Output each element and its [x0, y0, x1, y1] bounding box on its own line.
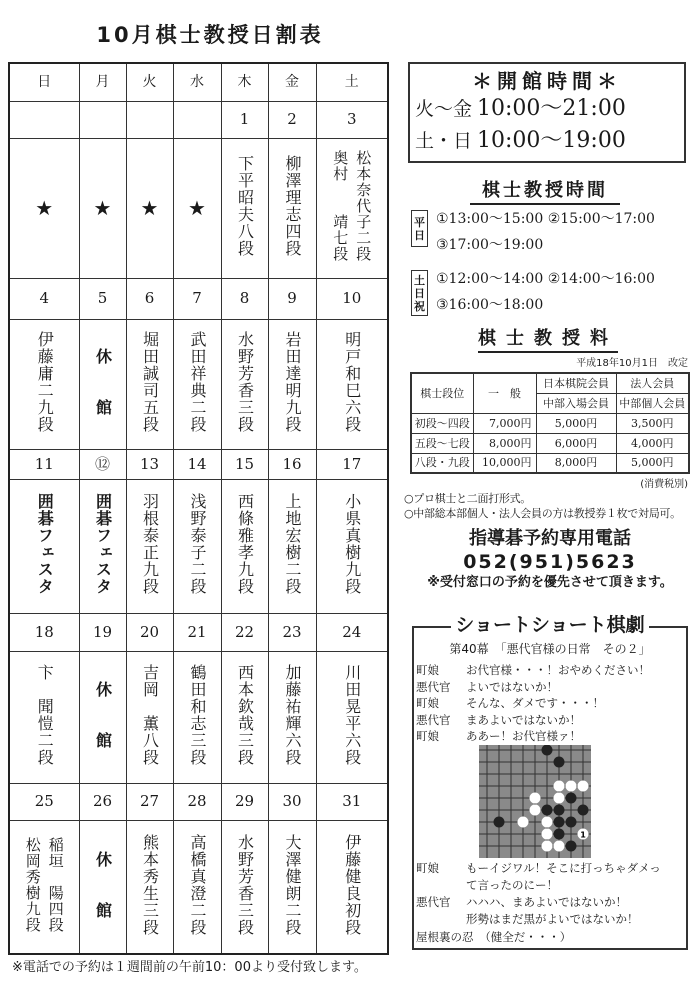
- instructor-cell: [173, 138, 221, 278]
- instructor-row: [9, 319, 388, 449]
- instructor-row: [9, 651, 388, 783]
- instructor-cell: [316, 319, 388, 449]
- instructor-names: [235, 493, 255, 595]
- date-cell: 4: [9, 278, 79, 319]
- holiday-tag: 土日祝: [411, 270, 428, 316]
- closed-or-event-label: 囲碁フェスタ: [93, 493, 113, 595]
- black-stone: [554, 805, 565, 816]
- instructor-cell: [268, 651, 316, 783]
- header-chubu-entry: 中部入場会員: [536, 393, 616, 413]
- hours-row-weekend: [410, 125, 684, 157]
- instructor-names: [140, 834, 160, 936]
- instructor-names: [330, 150, 373, 262]
- date-cell: 26: [79, 783, 126, 820]
- date-cell: 19: [79, 613, 126, 651]
- fee-rank: 八段・九段: [411, 453, 473, 473]
- fee-row: [411, 453, 689, 473]
- fee-value: 7,000円: [473, 413, 536, 433]
- instructor-cell: [79, 138, 126, 278]
- instructor-names: [187, 331, 207, 433]
- instructor-names: [235, 155, 255, 257]
- instructor-cell: [9, 319, 79, 449]
- instructor-names: [140, 493, 160, 595]
- instructor-name: 水野芳香三段: [235, 331, 255, 433]
- date-cell: 28: [173, 783, 221, 820]
- instructor-name: 伊藤庸二九段: [35, 331, 55, 433]
- date-cell: 18: [9, 613, 79, 651]
- date-cell: 10: [316, 278, 388, 319]
- instructor-names: [34, 664, 54, 766]
- header-nihon-kiin: 日本棋院会員: [536, 373, 616, 393]
- black-stone: [566, 817, 577, 828]
- instructor-name: 浅野泰子二段: [188, 493, 207, 595]
- white-stone: [542, 841, 553, 852]
- date-cell: 30: [268, 783, 316, 820]
- instructor-cell: [9, 138, 79, 278]
- fee-note: ○プロ棋士と二面打形式。: [404, 492, 531, 505]
- date-cell: 22: [221, 613, 268, 651]
- fee-value: 8,000円: [536, 453, 616, 473]
- white-stone: [530, 805, 541, 816]
- instructor-names: [187, 664, 207, 766]
- instructor-cell: [126, 479, 173, 613]
- instructor-name: 羽根泰正九段: [140, 493, 160, 595]
- instructor-name: 岩田達明九段: [283, 331, 302, 433]
- date-cell: [173, 101, 221, 138]
- black-stone: [554, 757, 565, 768]
- date-cell: 9: [268, 278, 316, 319]
- dialogue-line: [416, 680, 558, 695]
- date-cell: 25: [9, 783, 79, 820]
- instructor-row: [9, 479, 388, 613]
- story-signature: 屋根裏の忍 （健全だ・・・）: [416, 930, 572, 944]
- phone-note: ※受付窓口の予約を優先させて頂きます。: [427, 575, 673, 590]
- dialogue-text: ああー！お代官様ァ！: [466, 729, 581, 743]
- instructor-cell: [221, 479, 268, 613]
- slot: ②14:00～16:00: [547, 271, 655, 287]
- header-chubu-individual: 中部個人会員: [616, 393, 689, 413]
- instructor-cell: [221, 820, 268, 954]
- instructor-names: [282, 331, 302, 433]
- instructor-names: [187, 493, 207, 595]
- instructor-names: [93, 681, 113, 749]
- instructor-cell: [9, 651, 79, 783]
- fees-revised-date: 平成18年10月1日 改定: [576, 358, 688, 369]
- black-stone: [566, 793, 577, 804]
- white-stone: [578, 781, 589, 792]
- weekday-slots: [436, 206, 655, 258]
- instructor-names: [93, 493, 113, 595]
- instructor-cell: [79, 479, 126, 613]
- instructor-cell: [316, 820, 388, 954]
- instructor-names: [140, 331, 160, 433]
- dialogue-text: て言ったのにー！: [466, 878, 558, 892]
- go-board-diagram: [479, 745, 591, 858]
- instructor-cell: [221, 651, 268, 783]
- date-cell: 29: [221, 783, 268, 820]
- page-title: 10月棋士教授日割表: [96, 23, 324, 47]
- dialogue-line: [416, 713, 581, 728]
- instructor-names: [34, 331, 54, 433]
- dialogue-line: [416, 912, 639, 927]
- fee-note: ○中部総本部個人・法人会員の方は教授券１枚で対局可。: [404, 507, 681, 520]
- date-cell: 14: [173, 449, 221, 479]
- schedule-table: [8, 62, 389, 955]
- white-stone: [554, 841, 565, 852]
- instructor-cell: [79, 651, 126, 783]
- date-cell: 5: [79, 278, 126, 319]
- instructor-row: [9, 820, 388, 954]
- instructor-cell: [173, 651, 221, 783]
- slot: ③17:00～19:00: [436, 237, 544, 253]
- dialogue-line: [416, 895, 627, 910]
- hours-time: 10:00～21:00: [477, 96, 626, 121]
- black-stone: [554, 817, 565, 828]
- dialogue-text: よいではないか！: [466, 679, 558, 694]
- dialogue-text: ハハハ、まあよいではないか！: [466, 895, 627, 909]
- white-stone: [518, 817, 529, 828]
- black-stone: [542, 745, 553, 756]
- white-stone: [554, 781, 565, 792]
- instructor-name: 堀田誠司五段: [140, 331, 160, 433]
- instructor-cell: [268, 138, 316, 278]
- date-row: [9, 278, 388, 319]
- phone-number: 052(951)5623: [463, 551, 637, 573]
- instructor-name: 明戸和巳六段: [342, 331, 362, 433]
- instructor-names: [342, 664, 362, 766]
- story-title: [412, 614, 688, 637]
- instructor-name: 上地宏樹二段: [283, 493, 302, 595]
- opening-hours-heading: ＊開館時間＊: [472, 69, 622, 93]
- instructor-cell: [173, 479, 221, 613]
- dialogue-text: そんな、ダメです・・・！: [466, 696, 604, 710]
- date-cell: 13: [126, 449, 173, 479]
- slot: ②15:00～17:00: [547, 211, 655, 227]
- fee-value: 3,500円: [616, 413, 689, 433]
- white-stone: [554, 793, 565, 804]
- story-episode: 第40幕 「悪代官様の日常 その２」: [449, 642, 651, 656]
- instructor-cell: [173, 820, 221, 954]
- instructor-cell: [268, 820, 316, 954]
- instructor-name: 卞 聞愷二段: [35, 664, 55, 766]
- date-row: [9, 613, 388, 651]
- instructor-name: 西條雅孝九段: [235, 493, 255, 595]
- dialogue-line: [416, 696, 604, 711]
- instructor-names: [342, 493, 362, 595]
- weekday-header-row: [9, 63, 388, 101]
- date-cell: [9, 101, 79, 138]
- black-stone: [578, 805, 589, 816]
- instructor-cell: [316, 479, 388, 613]
- speaker: 町娘: [416, 861, 439, 875]
- hours-row-weekday: [410, 93, 684, 125]
- speaker: 町娘: [416, 696, 439, 710]
- date-cell: 24: [316, 613, 388, 651]
- star-icon: ★: [35, 196, 54, 220]
- fee-row: [411, 413, 689, 433]
- instructor-name: 松本奈代子二段: [354, 150, 373, 262]
- slot: ③16:00～18:00: [436, 297, 544, 313]
- instructor-cell: [79, 319, 126, 449]
- instructor-cell: [316, 651, 388, 783]
- instructor-name: 伊藤健良初段: [342, 833, 362, 936]
- instructor-name: 大澤健朗二段: [283, 833, 302, 936]
- date-cell: 1: [221, 101, 268, 138]
- speaker: 町娘: [416, 663, 439, 677]
- instructor-cell: [9, 820, 79, 954]
- black-stone: [566, 841, 577, 852]
- dialogue-line: [416, 878, 558, 893]
- weekday-header: 日: [9, 63, 79, 101]
- star-icon: ★: [93, 196, 112, 220]
- instructor-names: [235, 834, 255, 936]
- weekday-header: 金: [268, 63, 316, 101]
- header-corporate: 法人会員: [616, 373, 689, 393]
- speaker: 町娘: [416, 729, 439, 743]
- dialogue-line: [416, 861, 661, 876]
- hours-days: 火～金: [415, 98, 473, 120]
- closed-or-event-label: 囲碁フェスタ: [35, 493, 55, 595]
- instructor-names: [282, 493, 302, 595]
- instructor-name: 武田祥典二段: [188, 331, 207, 433]
- instructor-names: [23, 837, 66, 933]
- instructor-names: [282, 834, 302, 936]
- fee-value: 5,000円: [536, 413, 616, 433]
- instructor-cell: [126, 138, 173, 278]
- date-cell: 7: [173, 278, 221, 319]
- black-stone: [494, 817, 505, 828]
- date-row: [9, 783, 388, 820]
- closed-or-event-label: 休 館: [93, 681, 113, 749]
- date-cell: [126, 101, 173, 138]
- fee-rank: 初段～四段: [411, 413, 473, 433]
- dialogue-line: [416, 663, 650, 678]
- fee-value: 4,000円: [616, 433, 689, 453]
- instructor-cell: [126, 820, 173, 954]
- holiday-slots: [436, 266, 655, 318]
- date-cell: 3: [316, 101, 388, 138]
- lesson-times-heading: 棋士教授時間: [470, 180, 620, 205]
- story-title-text: ショートショート棋劇: [451, 614, 648, 636]
- instructor-name: 加藤祐輝六段: [283, 664, 302, 766]
- fee-value: 5,000円: [616, 453, 689, 473]
- instructor-name: 吉岡 薫八段: [140, 664, 160, 766]
- opening-hours-box: [408, 62, 686, 163]
- instructor-names: [235, 331, 255, 433]
- instructor-name: 松岡秀樹九段: [23, 836, 42, 933]
- closed-or-event-label: 休 館: [93, 348, 113, 416]
- header-general: 一 般: [473, 373, 536, 413]
- instructor-cell: [221, 319, 268, 449]
- instructor-name: 高橋真澄二段: [188, 833, 207, 936]
- date-row: [9, 101, 388, 138]
- instructor-cell: [268, 319, 316, 449]
- date-cell: [79, 101, 126, 138]
- speaker: 悪代官: [416, 712, 451, 727]
- instructor-name: 川田晃平六段: [342, 664, 362, 766]
- hours-time: 10:00～19:00: [477, 128, 626, 153]
- date-cell: 11: [9, 449, 79, 479]
- weekday-header: 水: [173, 63, 221, 101]
- white-stone: [542, 829, 553, 840]
- instructor-cell: [173, 319, 221, 449]
- stone-number: 1: [580, 830, 586, 840]
- weekday-header: 月: [79, 63, 126, 101]
- date-cell: 8: [221, 278, 268, 319]
- date-cell: 6: [126, 278, 173, 319]
- instructor-cell: [221, 138, 268, 278]
- instructor-name: 柳澤理志四段: [283, 155, 302, 257]
- weekday-header: 土: [316, 63, 388, 101]
- weekday-tag: 平日: [411, 210, 428, 247]
- instructor-names: [342, 331, 362, 433]
- slot: ①13:00～15:00: [436, 211, 544, 227]
- fee-table: [410, 372, 690, 474]
- slot: ①12:00～14:00: [436, 271, 544, 287]
- date-cell: 2: [268, 101, 316, 138]
- instructor-name: 熊本秀生三段: [140, 833, 160, 936]
- instructor-names: [93, 851, 113, 919]
- instructor-names: [187, 834, 207, 936]
- closed-or-event-label: 休 館: [93, 850, 113, 919]
- fee-row: [411, 433, 689, 453]
- phone-section: [405, 528, 695, 591]
- reservation-footnote: ※電話での予約は１週間前の午前10：00より受付致します。: [12, 960, 367, 975]
- date-cell: 15: [221, 449, 268, 479]
- instructor-name: 鶴田和志三段: [188, 664, 207, 766]
- speaker: 悪代官: [416, 679, 451, 694]
- instructor-cell: [126, 319, 173, 449]
- dialogue-text: 形勢はまだ黒がよいではないか！: [466, 912, 639, 926]
- dialogue-line: [416, 729, 581, 744]
- date-cell: 21: [173, 613, 221, 651]
- date-cell: ⑫: [79, 449, 126, 479]
- instructor-cell: [79, 820, 126, 954]
- black-stone: [554, 829, 565, 840]
- instructor-name: 小県真樹九段: [342, 493, 362, 595]
- date-cell: 27: [126, 783, 173, 820]
- fee-value: 10,000円: [473, 453, 536, 473]
- white-stone: [530, 793, 541, 804]
- white-stone: [542, 817, 553, 828]
- date-cell: 17: [316, 449, 388, 479]
- fee-rank: 五段～七段: [411, 433, 473, 453]
- fee-value: 8,000円: [473, 433, 536, 453]
- date-cell: 16: [268, 449, 316, 479]
- dialogue-text: まあよいではないか！: [466, 712, 581, 727]
- instructor-name: 稲垣 陽四段: [46, 836, 65, 933]
- fee-value: 6,000円: [536, 433, 616, 453]
- instructor-names: [282, 155, 302, 257]
- instructor-names: [342, 834, 362, 936]
- header-rank: 棋士段位: [411, 373, 473, 413]
- instructor-name: 水野芳香三段: [235, 833, 255, 936]
- instructor-names: [93, 348, 113, 416]
- hours-days: 土・日: [415, 130, 473, 152]
- white-stone: [566, 781, 577, 792]
- instructor-cell: [9, 479, 79, 613]
- date-cell: 31: [316, 783, 388, 820]
- phone-label: 指導碁予約専用電話: [469, 528, 631, 549]
- date-cell: 23: [268, 613, 316, 651]
- tax-note: (消費税別): [640, 479, 688, 490]
- dialogue-text: お代官様・・・！おやめください！: [466, 663, 650, 677]
- black-stone: [542, 805, 553, 816]
- star-icon: ★: [188, 196, 206, 220]
- instructor-name: 奥村 靖七段: [331, 150, 350, 262]
- weekday-header: 木: [221, 63, 268, 101]
- dialogue-text: もーイジワル！そこに打っちゃダメっ: [466, 861, 661, 875]
- instructor-name: 下平昭夫八段: [235, 155, 255, 257]
- instructor-names: [140, 664, 160, 766]
- date-row: [9, 449, 388, 479]
- instructor-cell: [126, 651, 173, 783]
- instructor-names: [34, 493, 54, 595]
- instructor-cell: [316, 138, 388, 278]
- instructor-names: [282, 664, 302, 766]
- fees-heading: 棋士教授料: [478, 328, 618, 353]
- instructor-name: 西本欽哉三段: [235, 664, 255, 766]
- instructor-names: [235, 664, 255, 766]
- speaker: 悪代官: [416, 895, 451, 909]
- star-icon: ★: [140, 196, 159, 220]
- instructor-cell: [268, 479, 316, 613]
- weekday-header: 火: [126, 63, 173, 101]
- date-cell: 20: [126, 613, 173, 651]
- instructor-row: [9, 138, 388, 278]
